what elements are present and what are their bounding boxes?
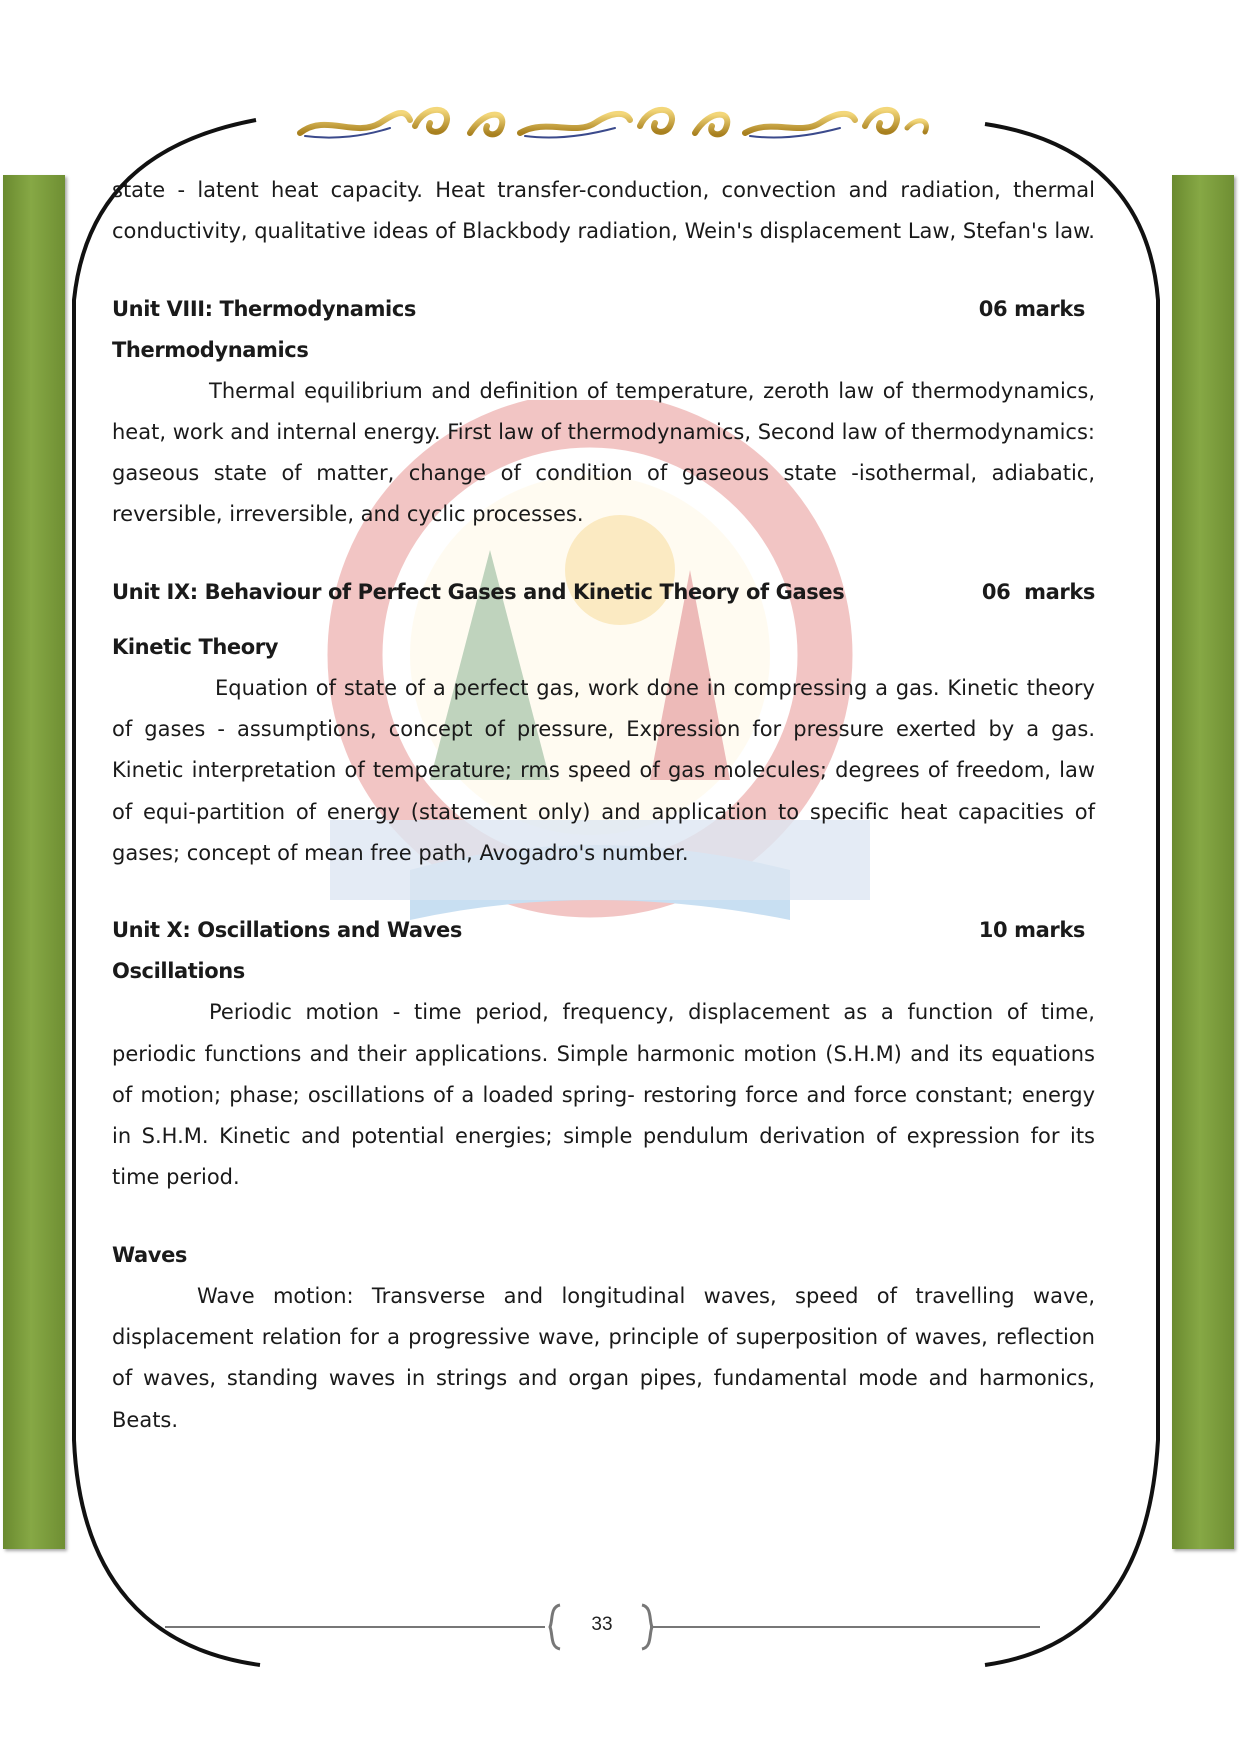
- oscillations-heading: Oscillations: [112, 959, 245, 984]
- spacer: [112, 1199, 1095, 1235]
- oscillations-paragraph: Periodic motion - time period, frequency, displacement as a function of time, periodic functions and their applications. Simple harmonic motion (S.H.M) and its equations of motion; phase; oscillations of a loaded spring- restoring force and force constant; energy in S.H.M. Kinetic and potential energies; simple pendulum derivation of expression for its time period.: [112, 1000, 1095, 1190]
- unit-ix-title: Unit IX: Behaviour of Perfect Gases and Kinetic Theory of Gases: [112, 579, 845, 604]
- kinetic-theory-paragraph: Equation of state of a perfect gas, work done in compressing a gas. Kinetic theory of gases - assumptions, concept of pressure, Expression for pressure exerted by a gas. Kinetic interpretation of temperature; rms speed of gas molecules; degrees of freedom, law of equi-partition of energy (statement only) and application to specific heat capacities of gases; concept of mean free path, Avogadro's number.: [112, 675, 1095, 865]
- waves-heading: Waves: [112, 1242, 188, 1267]
- unit-viii-marks: 06 marks: [978, 296, 1085, 321]
- waves-paragraph: Wave motion: Transverse and longitudinal waves, speed of travelling wave, displacement relation for a progressive wave, principle of superposition of waves, reflection of waves, standing waves in strings and organ pipes, fundamental mode and harmonics, Beats.: [112, 1283, 1095, 1432]
- spacer: [112, 536, 1095, 572]
- unit-ix-marks: 06 marks: [981, 579, 1095, 604]
- unit-viii-title: Unit VIII: Thermodynamics: [112, 296, 417, 321]
- main-content: [112, 170, 1095, 1441]
- unit-viii-heading: [112, 289, 1085, 330]
- intro-paragraph: state - latent heat capacity. Heat transfer-conduction, convection and radiation, thermal conductivity, qualitative ideas of Blackbody radiation, Wein's displacement Law, Stefan's law.: [112, 178, 1095, 244]
- footer-right-brace: [642, 1605, 652, 1649]
- unit-x-heading: [112, 910, 1085, 951]
- spacer: [112, 874, 1095, 910]
- kinetic-theory-heading: Kinetic Theory: [112, 634, 279, 659]
- thermodynamics-heading: Thermodynamics: [112, 337, 309, 362]
- unit-x-marks: 10 marks: [978, 918, 1085, 943]
- unit-ix-heading: [112, 572, 1095, 613]
- spacer: [112, 253, 1095, 289]
- footer-left-brace: [550, 1605, 560, 1649]
- top-ornament-icon: [295, 98, 935, 148]
- unit-x-title: Unit X: Oscillations and Waves: [112, 918, 462, 943]
- page-number: 33: [591, 1614, 613, 1635]
- thermodynamics-paragraph: Thermal equilibrium and definition of temperature, zeroth law of thermodynamics, heat, work and internal energy. First law of thermodynamics, Second law of thermodynamics: gaseous state of matter, change of condition of gaseous state -isothermal, adiabatic, reversible, irreversible, and cyclic processes.: [112, 378, 1095, 527]
